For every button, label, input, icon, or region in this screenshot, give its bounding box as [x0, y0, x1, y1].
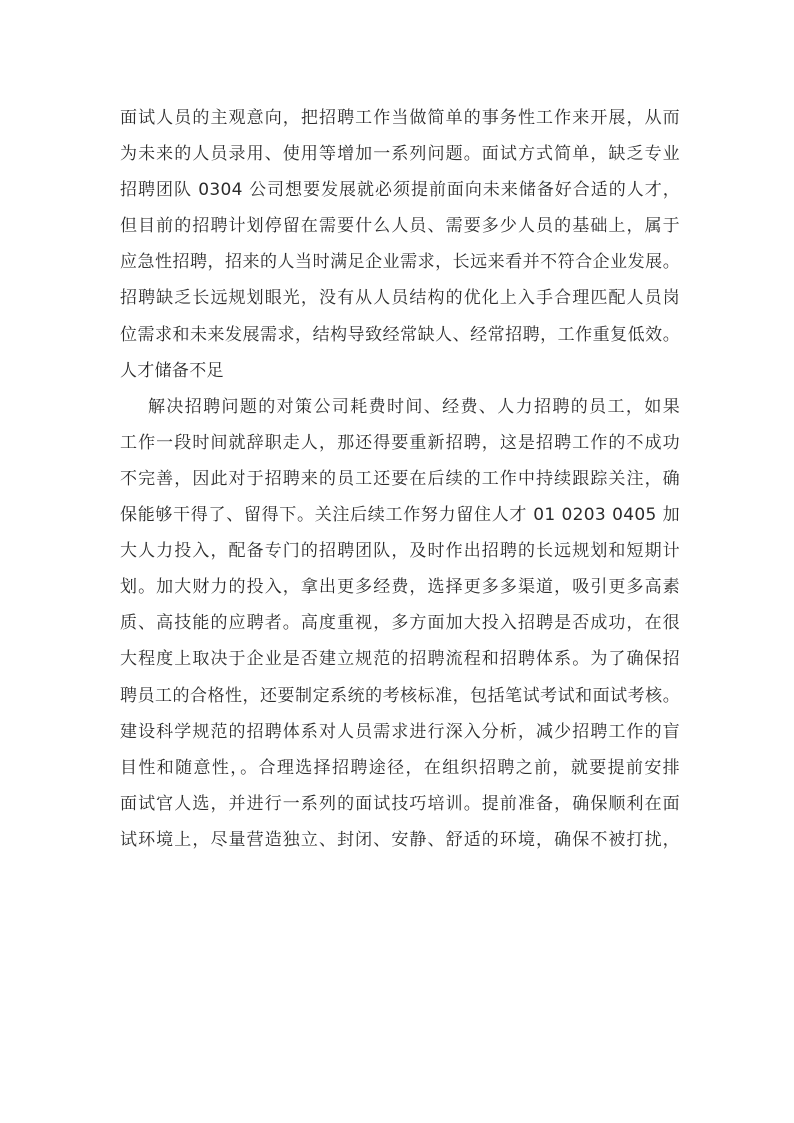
text-line: 工作一段时间就辞职走人，那还得要重新招聘，这是招聘工作的不成功: [120, 432, 680, 453]
text-line: 建设科学规范的招聘体系对人员需求进行深入分析，减少招聘工作的盲: [120, 721, 680, 742]
text-line: 划。加大财力的投入，拿出更多经费，选择更多多渠道，吸引更多高素: [120, 577, 680, 598]
text-line: 大程度上取决于企业是否建立规范的招聘流程和招聘体系。为了确保招: [120, 649, 680, 670]
text-line: 不完善，因此对于招聘来的员工还要在后续的工作中持续跟踪关注，确: [120, 468, 680, 489]
text-line: 保能够干得了、留得下。关注后续工作努力留住人才 01 0203 0405 加: [120, 505, 680, 526]
text-line: 质、高技能的应聘者。高度重视，多方面加大投入招聘是否成功，在很: [120, 613, 680, 634]
text-line: 招聘团队 0304 公司想要发展就必须提前面向未来储备好合适的人才，: [120, 180, 680, 201]
text-line: 解决招聘问题的对策公司耗费时间、经费、人力招聘的员工，如果: [148, 396, 680, 417]
text-line: 聘员工的合格性，还要制定系统的考核标准，包括笔试考试和面试考核。: [120, 685, 680, 706]
text-line: 为未来的人员录用、使用等增加一系列问题。面试方式简单，缺乏专业: [120, 144, 680, 165]
text-line: 大人力投入，配备专门的招聘团队，及时作出招聘的长远规划和短期计: [120, 541, 680, 562]
text-line: 应急性招聘，招来的人当时满足企业需求，长远来看并不符合企业发展。: [120, 252, 680, 273]
text-line: 面试人员的主观意向，把招聘工作当做简单的事务性工作来开展，从而: [120, 108, 680, 128]
text-line-heading: 人才储备不足: [120, 360, 224, 381]
text-line: 位需求和未来发展需求，结构导致经常缺人、经常招聘，工作重复低效。: [120, 324, 680, 345]
text-line: 招聘缺乏长远规划眼光，没有从人员结构的优化上入手合理匹配人员岗: [120, 288, 680, 309]
text-line: 面试官人选，并进行一系列的面试技巧培训。提前准备，确保顺利在面: [120, 793, 680, 814]
paragraph-2: [120, 389, 680, 858]
text-line: 目性和随意性，。合理选择招聘途径，在组织招聘之前，就要提前安排: [120, 757, 680, 778]
paragraph-1: [120, 100, 680, 389]
document-body: [120, 100, 680, 858]
text-line: 但目前的招聘计划停留在需要什么人员、需要多少人员的基础上，属于: [120, 216, 680, 237]
text-line: 试环境上，尽量营造独立、封闭、安静、舒适的环境，确保不被打扰，: [120, 829, 680, 850]
